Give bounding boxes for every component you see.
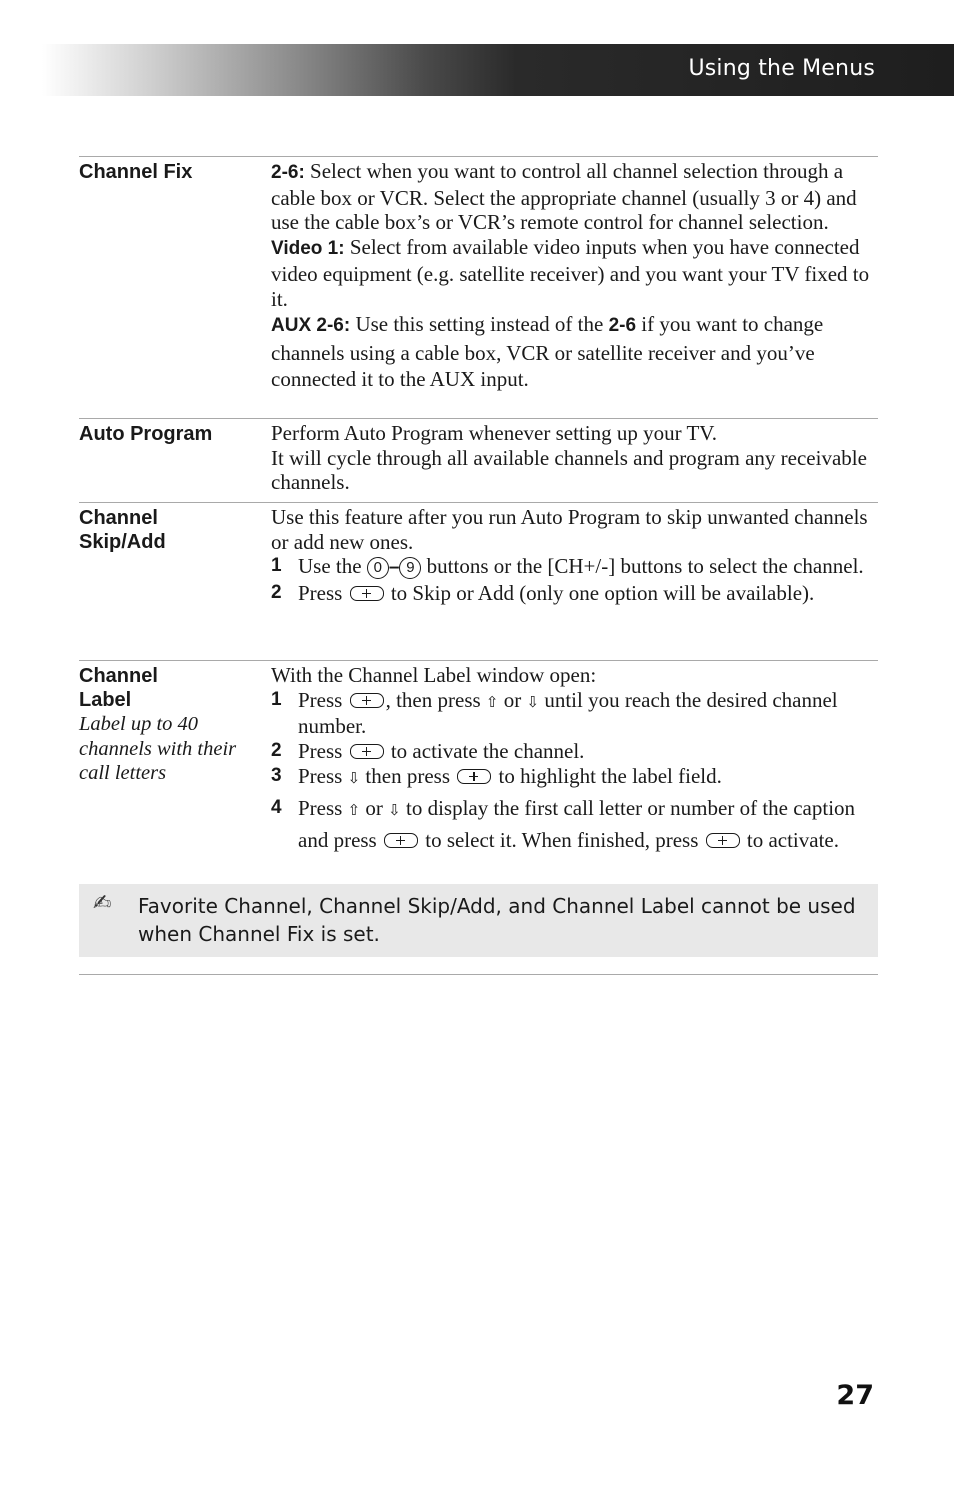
menu-options-table xyxy=(79,156,878,975)
joystick-button-icon xyxy=(350,693,384,708)
row-channel-skip-add xyxy=(79,502,878,660)
joystick-button-icon xyxy=(384,833,418,848)
down-arrow-icon: ⇩ xyxy=(347,768,361,787)
term-channel-skip-add: Channel Skip/Add xyxy=(79,507,166,553)
joystick-button-icon xyxy=(457,769,491,784)
joystick-button-icon xyxy=(350,586,384,601)
up-arrow-icon: ⇧ xyxy=(485,692,499,711)
bottom-divider xyxy=(79,974,878,975)
up-arrow-icon: ⇧ xyxy=(347,800,361,819)
joystick-button-icon xyxy=(706,833,740,848)
page-number: 27 xyxy=(836,1380,874,1411)
note-text: Favorite Channel, Channel Skip/Add, and Channel Label cannot be used when Channel Fix is set. xyxy=(138,894,856,946)
step-item: 4 Press ⇧ or ⇩ to display the first call letter or number of the caption and press to select it. When finished, press to activate. xyxy=(271,795,856,852)
auto-program-description: Perform Auto Program whenever setting up your TV. It will cycle through all available channels and program any receivable channels. xyxy=(271,421,867,495)
row-channel-fix xyxy=(79,156,878,418)
row-channel-label xyxy=(79,660,878,884)
down-arrow-icon: ⇩ xyxy=(526,692,540,711)
term-channel-fix: Channel Fix xyxy=(79,161,193,183)
step-item: 3 Press ⇩ then press to highlight the label field. xyxy=(271,763,722,788)
channel-fix-description: 2-6: Select when you want to control all channel selection through a cable box or VCR. Select the appropriate channel (usually 3 or 4) and use the cable box’s or VCR’s remote control for channel selection. Video 1: Select from available video inputs when you have connected video equipment (e.g. satellite receiver) and you want your TV fixed to it. AUX 2-6: Use this setting instead of the 2-6 if you want to change channels using a cable box, VCR or satellite receiver and you’ve connected it to the AUX input. xyxy=(271,159,870,392)
step-item: 1 Press , then press ⇧ or ⇩ until you reach the desired channel number. xyxy=(271,687,838,739)
number-9-button-icon: 9 xyxy=(399,557,421,579)
section-title: Using the Menus xyxy=(688,56,875,81)
term-channel-label-subtitle: Label up to 40 channels with their call letters xyxy=(79,713,237,784)
note-box xyxy=(79,884,878,957)
step-item: 2 Press to activate the channel. xyxy=(271,739,585,764)
joystick-button-icon xyxy=(350,744,384,759)
step-item: 1 Use the 0 – 9 buttons or the [CH+/-] buttons to select the channel. xyxy=(271,554,864,579)
term-auto-program: Auto Program xyxy=(79,423,213,445)
term-channel-label: Channel Label xyxy=(79,665,158,711)
step-item: 2 Press to Skip or Add (only one option will be available). xyxy=(271,581,815,606)
number-0-button-icon: 0 xyxy=(367,557,389,579)
down-arrow-icon: ⇩ xyxy=(388,800,401,819)
channel-label-description: With the Channel Label window open: 1 Press , then press ⇧ or ⇩ until you reach the desired channel number. 2 Press to activate the channel. 3 Press ⇩ then press to highlight the label field. 4 Press ⇧ or ⇩ to display the first call letter or number of the caption and press to select it. When finished, press to activate. xyxy=(271,661,878,884)
pencil-note-icon: ✍ xyxy=(93,891,112,916)
channel-skip-add-description: Use this feature after you run Auto Program to skip unwanted channels or add new ones. 1 Use the 0 – 9 buttons or the [CH+/-] buttons to select the channel. 2 Press to Skip or Add (only one option will be available). xyxy=(271,503,878,660)
row-auto-program xyxy=(79,418,878,502)
